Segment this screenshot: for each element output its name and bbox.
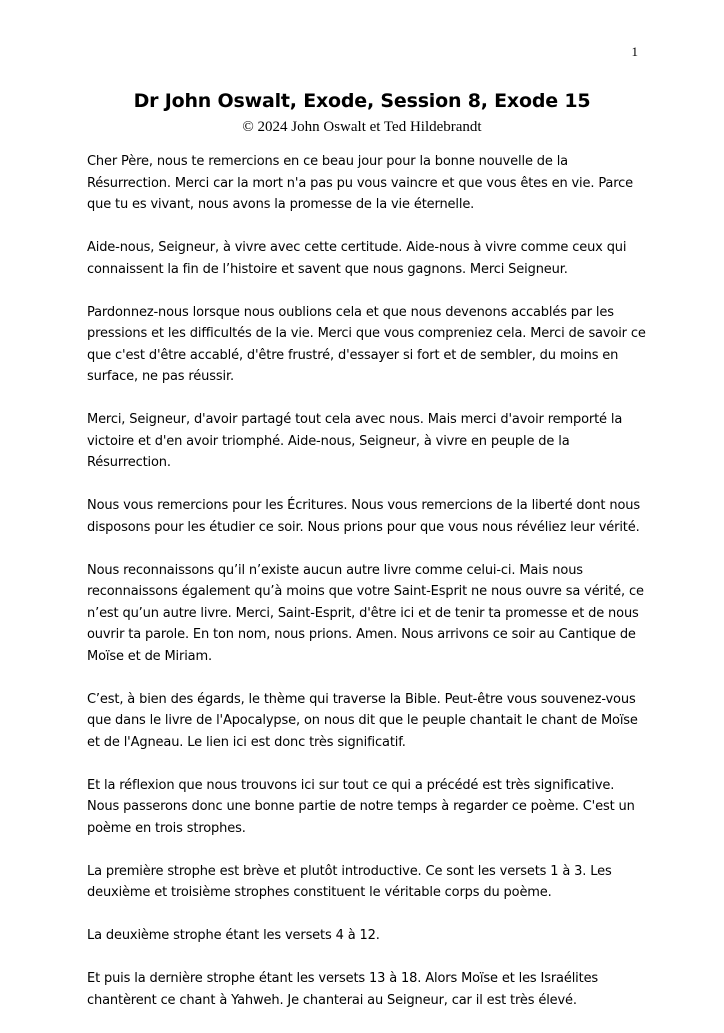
paragraph: Pardonnez-nous lorsque nous oublions cela et que nous devenons accablés par les pressions et les difficultés de la vie. Merci que vous compreniez cela. Merci de savoir ce que c'est d'être accablé, d'être frustré, d'essayer si fort et de sembler, du moins en surface, ne pas réussir. (87, 304, 646, 384)
paragraph: Cher Père, nous te remercions en ce beau jour pour la bonne nouvelle de la Résurrection. Merci car la mort n'a pas pu vous vaincre et que vous êtes en vie. Parce que tu es vivant, nous avons la promesse de la vie éternelle. (87, 154, 634, 212)
paragraph: Nous reconnaissons qu’il n’existe aucun autre livre comme celui-ci. Mais nous reconnaissons également qu’à moins que votre Saint-Esprit ne nous ouvre sa vérité, ce n’est qu’un autre livre. Merci, Saint-Esprit, d'être ici et de tenir ta promesse et de nous ouvrir ta parole. En ton nom, nous prions. Amen. Nous arrivons ce soir au Cantique de Moïse et de Miriam. (87, 562, 644, 664)
paragraph: La deuxième strophe étant les versets 4 à 12. (87, 928, 380, 943)
paragraph: Et puis la dernière strophe étant les versets 13 à 18. Alors Moïse et les Israélites chantèrent ce chant à Yahweh. Je chanterai au Seigneur, car il est très élevé. (87, 971, 599, 1008)
paragraph: Merci, Seigneur, d'avoir partagé tout cela avec nous. Mais merci d'avoir remporté la victoire et d'en avoir triomphé. Aide-nous, Seigneur, à vivre en peuple de la Résurrection. (87, 412, 623, 470)
copyright-line: © 2024 John Oswalt et Ted Hildebrandt (242, 119, 482, 135)
paragraph: C’est, à bien des égards, le thème qui traverse la Bible. Peut-être vous souvenez-vous que dans le livre de l'Apocalypse, on nous dit que le peuple chantait le chant de Moïse et de l'Agneau. Le lien ici est donc très significatif. (87, 691, 638, 750)
document-title: Dr John Oswalt, Exode, Session 8, Exode 15 (133, 90, 591, 112)
page-number: 1 (631, 44, 638, 59)
paragraph: Aide-nous, Seigneur, à vivre avec cette certitude. Aide-nous à vivre comme ceux qui connaissent la fin de l’histoire et savent que nous gagnons. Merci Seigneur. (87, 240, 627, 277)
paragraph: Et la réflexion que nous trouvons ici sur tout ce qui a précédé est très significative. Nous passerons donc une bonne partie de notre temps à regarder ce poème. C'est un poème en trois strophes. (87, 777, 635, 836)
paragraph: La première strophe est brève et plutôt introductive. Ce sont les versets 1 à 3. Les deuxième et troisième strophes constituent le véritable corps du poème. (87, 863, 612, 900)
paragraph: Nous vous remercions pour les Écritures. Nous vous remercions de la liberté dont nous disposons pour les étudier ce soir. Nous prions pour que vous nous révéliez leur vérité. (87, 498, 640, 535)
body-text (87, 151, 647, 1033)
